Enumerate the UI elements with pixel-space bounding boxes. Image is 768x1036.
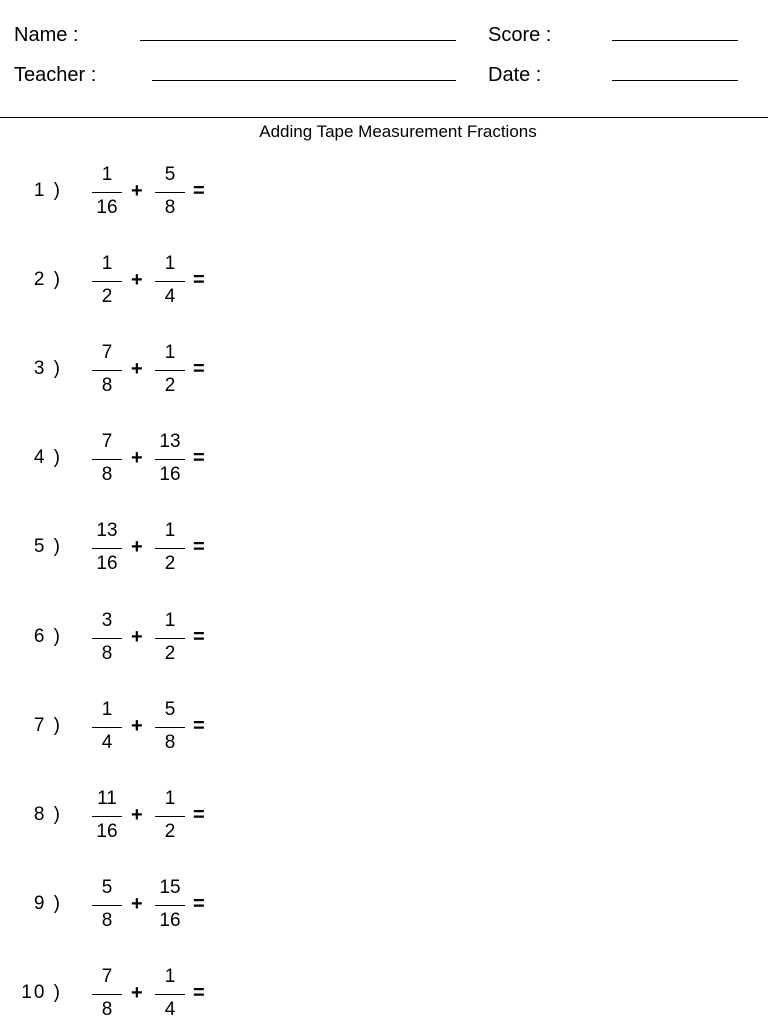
teacher-label: Teacher :: [14, 64, 97, 86]
fraction-bar: [92, 727, 122, 728]
denominator: 16: [96, 821, 118, 842]
numerator: 7: [101, 431, 113, 452]
denominator: 8: [164, 732, 176, 753]
fraction-a: [92, 431, 122, 495]
fraction-bar: [155, 638, 185, 639]
fraction-bar: [92, 638, 122, 639]
fraction-bar: [92, 192, 122, 193]
plus-sign: +: [131, 893, 143, 915]
numerator: 1: [164, 966, 176, 987]
fraction-bar: [92, 905, 122, 906]
fraction-bar: [155, 459, 185, 460]
denominator: 8: [164, 197, 176, 218]
problem-8: [0, 788, 300, 858]
plus-sign: +: [131, 804, 143, 826]
numerator: 13: [96, 520, 118, 541]
fraction-bar: [155, 370, 185, 371]
denominator: 4: [101, 732, 113, 753]
numerator: 1: [164, 520, 176, 541]
fraction-a: [92, 342, 122, 406]
fraction-b: [155, 342, 185, 406]
numerator: 1: [101, 699, 113, 720]
problem-number: 4 ): [33, 447, 62, 468]
fraction-b: [155, 966, 185, 1030]
denominator: 2: [164, 821, 176, 842]
numerator: 1: [164, 788, 176, 809]
worksheet-title: Adding Tape Measurement Fractions: [259, 122, 537, 141]
equals-sign: =: [193, 269, 205, 291]
fraction-a: [92, 966, 122, 1030]
denominator: 8: [101, 910, 113, 931]
fraction-bar: [155, 816, 185, 817]
numerator: 1: [101, 164, 113, 185]
teacher-field-line[interactable]: [152, 80, 456, 81]
fraction-bar: [155, 548, 185, 549]
denominator: 2: [164, 553, 176, 574]
numerator: 11: [97, 788, 117, 809]
numerator: 15: [159, 877, 181, 898]
problem-number: 8 ): [33, 804, 62, 825]
fraction-b: [155, 431, 185, 495]
header-divider: [0, 117, 768, 118]
problem-3: [0, 342, 300, 412]
fraction-bar: [92, 816, 122, 817]
equals-sign: =: [193, 804, 205, 826]
problem-10: [0, 966, 300, 1036]
equals-sign: =: [193, 893, 205, 915]
numerator: 1: [164, 342, 176, 363]
score-field-line[interactable]: [612, 40, 738, 41]
name-label: Name :: [14, 24, 79, 46]
plus-sign: +: [131, 626, 143, 648]
denominator: 2: [164, 643, 176, 664]
problem-5: [0, 520, 300, 590]
fraction-a: [92, 877, 122, 941]
fraction-b: [155, 877, 185, 941]
equals-sign: =: [193, 715, 205, 737]
fraction-bar: [155, 727, 185, 728]
numerator: 1: [164, 253, 176, 274]
problem-number: 9 ): [33, 893, 62, 914]
problem-2: [0, 253, 300, 323]
denominator: 2: [101, 286, 113, 307]
equals-sign: =: [193, 447, 205, 469]
equals-sign: =: [193, 180, 205, 202]
problem-number: 3 ): [33, 358, 62, 379]
fraction-b: [155, 164, 185, 228]
fraction-bar: [92, 370, 122, 371]
problem-number: 6 ): [33, 626, 62, 647]
numerator: 5: [164, 699, 176, 720]
plus-sign: +: [131, 269, 143, 291]
plus-sign: +: [131, 715, 143, 737]
fraction-b: [155, 610, 185, 674]
fraction-bar: [92, 994, 122, 995]
numerator: 7: [101, 966, 113, 987]
problem-number: 10 ): [21, 982, 62, 1003]
denominator: 8: [101, 999, 113, 1020]
denominator: 2: [164, 375, 176, 396]
problem-number: 1 ): [33, 180, 62, 201]
denominator: 8: [101, 375, 113, 396]
problem-7: [0, 699, 300, 769]
fraction-a: [92, 520, 122, 584]
denominator: 16: [159, 910, 181, 931]
numerator: 1: [164, 610, 176, 631]
fraction-bar: [155, 281, 185, 282]
problem-number: 7 ): [33, 715, 62, 736]
denominator: 16: [159, 464, 181, 485]
fraction-bar: [92, 459, 122, 460]
problem-6: [0, 610, 300, 680]
fraction-a: [92, 610, 122, 674]
numerator: 7: [101, 342, 113, 363]
score-label: Score :: [488, 24, 552, 46]
plus-sign: +: [131, 536, 143, 558]
fraction-a: [92, 788, 122, 852]
fraction-bar: [155, 905, 185, 906]
fraction-b: [155, 520, 185, 584]
numerator: 13: [159, 431, 181, 452]
equals-sign: =: [193, 626, 205, 648]
equals-sign: =: [193, 358, 205, 380]
numerator: 3: [101, 610, 113, 631]
fraction-a: [92, 253, 122, 317]
fraction-bar: [92, 281, 122, 282]
denominator: 8: [101, 643, 113, 664]
plus-sign: +: [131, 358, 143, 380]
problem-number: 2 ): [33, 269, 62, 290]
numerator: 5: [164, 164, 176, 185]
denominator: 16: [96, 197, 118, 218]
date-label: Date :: [488, 64, 542, 86]
equals-sign: =: [193, 536, 205, 558]
problem-number: 5 ): [33, 536, 62, 557]
problem-1: [0, 164, 300, 234]
fraction-bar: [155, 994, 185, 995]
numerator: 1: [101, 253, 113, 274]
plus-sign: +: [131, 180, 143, 202]
plus-sign: +: [131, 447, 143, 469]
denominator: 4: [164, 999, 176, 1020]
denominator: 4: [164, 286, 176, 307]
fraction-a: [92, 699, 122, 763]
denominator: 16: [96, 553, 118, 574]
fraction-a: [92, 164, 122, 228]
date-field-line[interactable]: [612, 80, 738, 81]
denominator: 8: [101, 464, 113, 485]
fraction-b: [155, 699, 185, 763]
numerator: 5: [101, 877, 113, 898]
fraction-bar: [92, 548, 122, 549]
fraction-bar: [155, 192, 185, 193]
equals-sign: =: [193, 982, 205, 1004]
plus-sign: +: [131, 982, 143, 1004]
problem-9: [0, 877, 300, 947]
fraction-b: [155, 253, 185, 317]
name-field-line[interactable]: [140, 40, 456, 41]
problem-4: [0, 431, 300, 501]
fraction-b: [155, 788, 185, 852]
